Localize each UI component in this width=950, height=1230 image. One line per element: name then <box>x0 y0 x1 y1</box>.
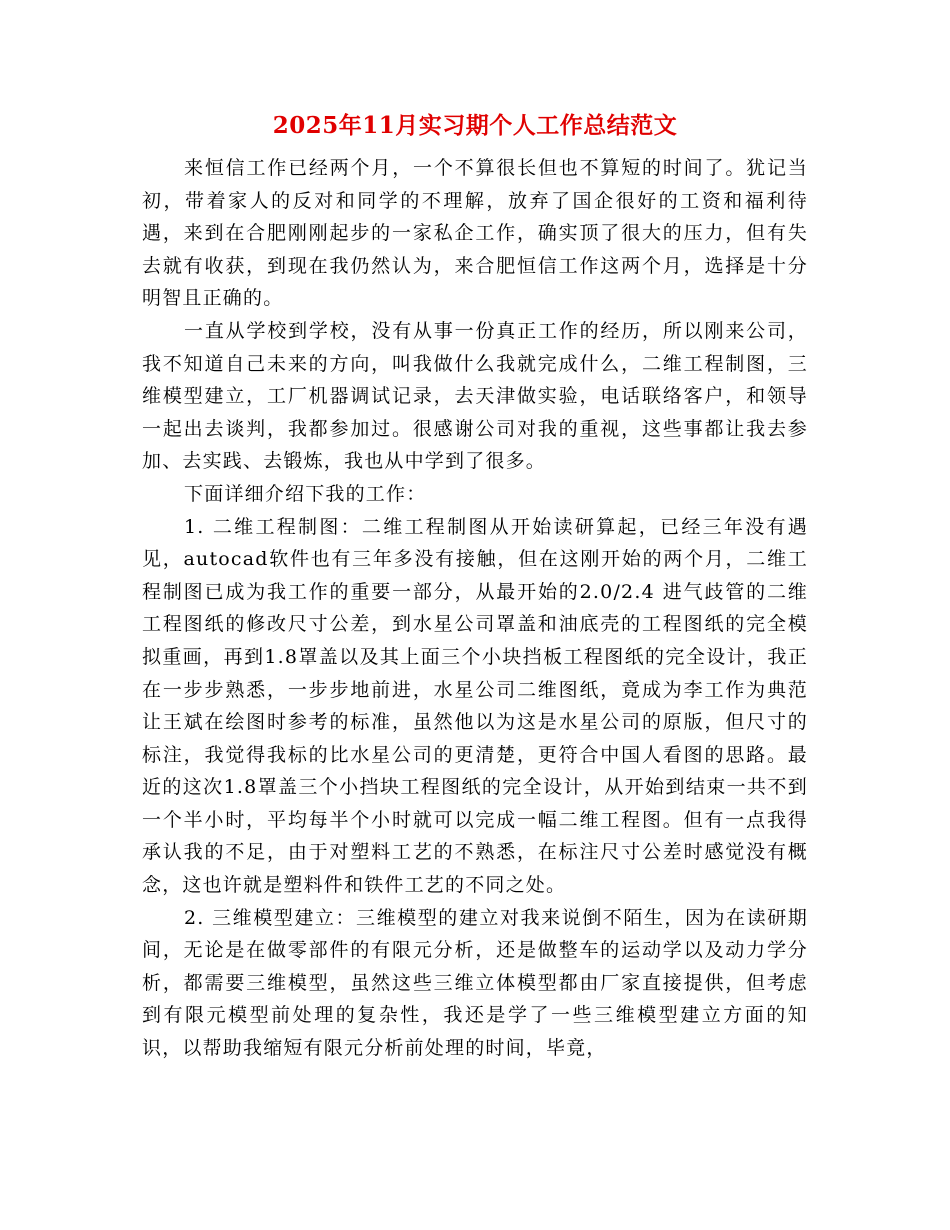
paragraph-work-intro: 下面详细介绍下我的工作： <box>184 482 427 505</box>
paragraph-2d-drawing: 1. 二维工程制图：二维工程制图从开始读研算起，已经三年没有遇见，autocad软件也有三年多没有接触，但在这刚开始的两个月，二维工程制图已成为我工作的重要一部分，从最开始的2.0/2.4 进气歧管的二维工程图纸的修改尺寸公差，到水星公司罩盖和油底壳的工程图纸的完全模拟重画，再到1.8罩盖以及其上面三个小块挡板工程图纸的完全设计，我正在一步步熟悉，一步步地前进，水星公司二维图纸，竟成为李工作为典范让王斌在绘图时参考的标准，虽然他以为这是水星公司的原版，但尺寸的标注，我觉得我标的比水星公司的更清楚，更符合中国人看图的思路。最近的这次1.8罩盖三个小挡块工程图纸的完全设计，从开始到结束一共不到一个半小时，平均每半个小时就可以完成一幅二维工程图。但有一点我得承认我的不足，由于对塑料工艺的不熟悉，在标注尺寸公差时感觉没有概念，这也许就是塑料件和铁件工艺的不同之处。 <box>142 515 808 897</box>
document-body <box>142 152 808 1065</box>
paragraph-experience: 一直从学校到学校，没有从事一份真正工作的经历，所以刚来公司，我不知道自己未来的方向，叫我做什么我就完成什么，二维工程制图，三维模型建立，工厂机器调试记录，去天津做实验，电话联络客户，和领导一起出去谈判，我都参加过。很感谢公司对我的重视，这些事都让我去参加、去实践、去锻炼，我也从中学到了很多。 <box>142 319 808 473</box>
paragraph-3d-modeling: 2. 三维模型建立：三维模型的建立对我来说倒不陌生，因为在读研期间，无论是在做零部件的有限元分析，还是做整车的运动学以及动力学分析，都需要三维模型，虽然这些三维立体模型都由厂家直接提供，但考虑到有限元模型前处理的复杂性，我还是学了一些三维模型建立方面的知识，以帮助我缩短有限元分析前处理的时间，毕竟， <box>142 906 808 1060</box>
paragraph-intro: 来恒信工作已经两个月，一个不算很长但也不算短的时间了。犹记当初，带着家人的反对和同学的不理解，放弃了国企很好的工资和福利待遇，来到在合肥刚刚起步的一家私企工作，确实顶了很大的压力，但有失去就有收获，到现在我仍然认为，来合肥恒信工作这两个月，选择是十分明智且正确的。 <box>142 157 808 310</box>
document-title: 2025年11月实习期个人工作总结范文 <box>272 112 678 139</box>
